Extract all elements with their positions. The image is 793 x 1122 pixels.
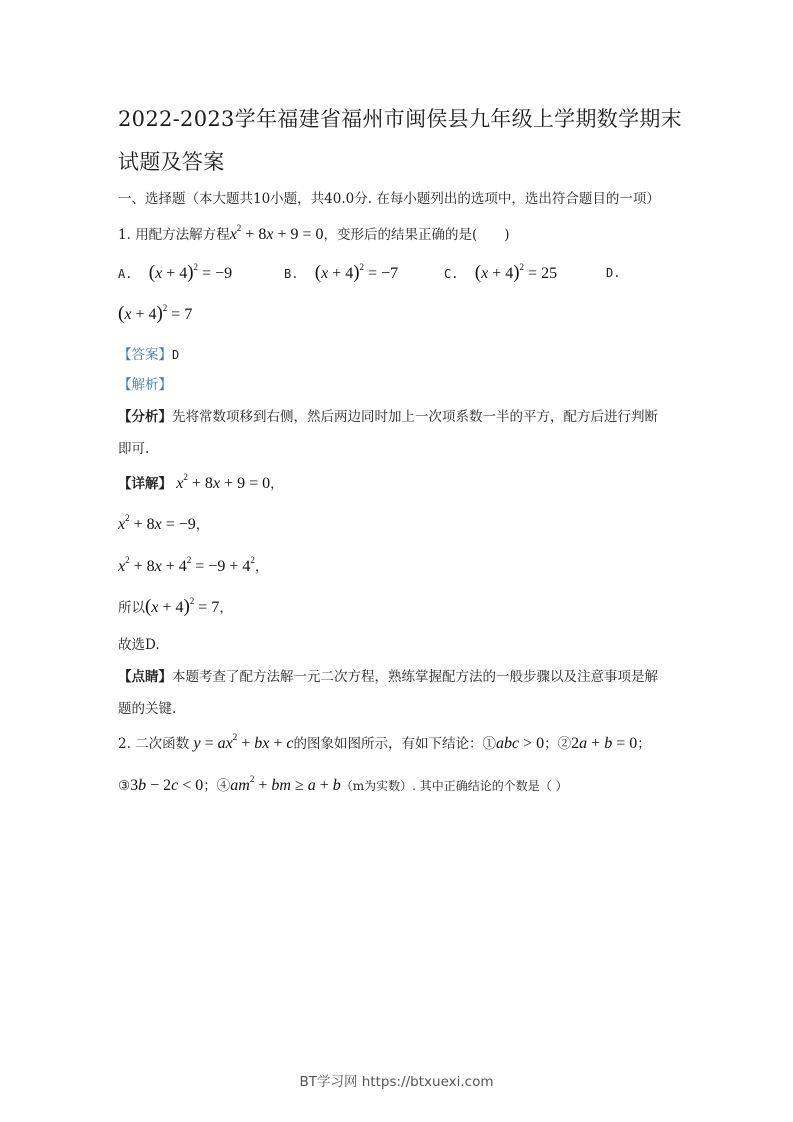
conclusion-2-mark: ；②: [544, 736, 572, 752]
step-2: $x^2 + 8x = -9$，: [118, 513, 210, 533]
function-expression: $y = ax^2$ + bx + c: [193, 732, 294, 752]
question-2-stem-line1: [118, 732, 651, 753]
question-stem-suffix: ，变形后的结果正确的是( ): [323, 227, 510, 243]
option-label: B.: [284, 267, 299, 281]
option-d[interactable]: [606, 265, 620, 281]
question-2-stem-line2: [118, 774, 568, 795]
answer-value: D: [172, 348, 180, 362]
question-stem-end: （m为实数）. 其中正确结论的个数是（ ）: [340, 779, 568, 793]
comment-line1: [118, 665, 658, 685]
question-number: 1.: [118, 227, 131, 243]
therefore-line: 所以$(x + 4)^2 = 7$，: [118, 596, 233, 617]
option-value: $(x + 4)^2 = -7$: [314, 262, 399, 283]
detail-label: 【详解】: [118, 476, 172, 492]
option-d-value: [118, 303, 192, 325]
fenxi-label: 【分析】: [118, 409, 172, 425]
therefore-prefix: 所以: [118, 600, 145, 616]
conclusion-4-mark: ；④: [203, 778, 231, 794]
fenxi-line1: [118, 405, 658, 425]
option-c[interactable]: [444, 262, 557, 284]
comment-label: 【点睛】: [118, 669, 172, 685]
option-value: $(x + 4)^2 = 7$: [118, 303, 193, 324]
conclusion-1-mark: ①: [482, 736, 497, 752]
option-label: C.: [444, 267, 459, 281]
option-value: $(x + 4)^2 = -9$: [148, 262, 233, 283]
option-b[interactable]: [284, 262, 398, 284]
document-title-line1: 2022-2023学年福建省福州市闽侯县九年级上学期数学期末: [118, 107, 682, 131]
equation: $x^2 + 8x + 9 = 0$: [229, 223, 324, 243]
conclusion-4: $am^2$ + bm ≥ a + b: [230, 774, 341, 794]
question-stem-prefix: 用配方法解方程: [135, 227, 230, 243]
answer-label: 【答案】: [118, 347, 172, 363]
conclusion-3-mark: ③: [118, 778, 131, 794]
comment-line2: 题的关键.: [118, 701, 177, 717]
conclusion-1: abc > 0: [496, 735, 545, 752]
footer-watermark: BT学习网 https://btxuexi.com: [299, 1074, 494, 1090]
option-label: A.: [118, 267, 133, 281]
comment-text: 本题考查了配方法解一元二次方程，熟练掌握配方法的一般步骤以及注意事项是解: [172, 669, 658, 685]
conclusion: 故选D.: [118, 637, 160, 653]
separator: ；: [637, 736, 651, 752]
question-1-stem: [118, 223, 510, 244]
fenxi-line2: 即可.: [118, 441, 150, 457]
option-label: D.: [606, 266, 621, 280]
section-heading: 一、选择题（本大题共10小题，共40.0分. 在每小题列出的选项中，选出符合题目的一项）: [118, 191, 660, 207]
option-value: $(x + 4)^2 = 25$: [474, 262, 558, 283]
document-title-line2: 试题及答案: [118, 150, 225, 174]
fenxi-text: 先将常数项移到右侧，然后两边同时加上一次项系数一半的平方，配方后进行判断: [172, 409, 658, 425]
answer-row: [118, 343, 179, 363]
detail-line: 【详解】 $x^2 + 8x + 9 = 0$，: [118, 472, 284, 492]
option-a[interactable]: [118, 262, 232, 284]
analysis-label: [118, 373, 172, 393]
therefore-equation: $(x + 4)^2 = 7$: [145, 596, 220, 617]
question-stem-prefix: 二次函数: [135, 736, 190, 752]
question-stem-mid: 的图象如图所示，有如下结论：: [293, 736, 483, 752]
question-number: 2.: [118, 736, 131, 752]
step-1: $x^2 + 8x + 9 = 0$: [176, 472, 271, 492]
step-3: $x^2 + 8x + 4^2 = -9 + 4^2$，: [118, 555, 269, 575]
analysis-label-text: 【解析】: [118, 377, 172, 393]
conclusion-2: 2a + b = 0: [571, 735, 638, 752]
conclusion-3: 3b − 2c < 0: [130, 777, 204, 794]
